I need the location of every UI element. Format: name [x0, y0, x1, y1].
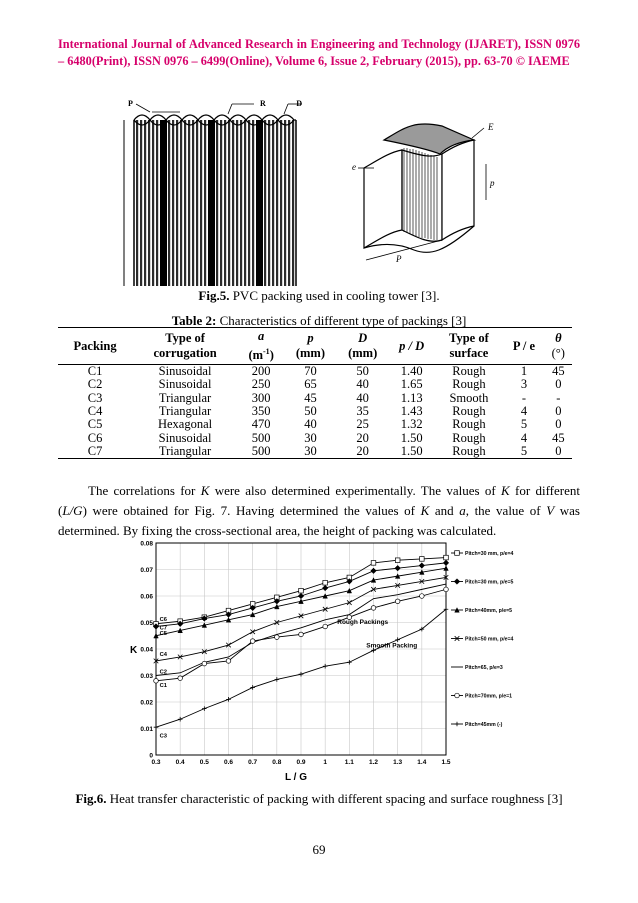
legend-marker — [454, 579, 460, 585]
legend-marker — [455, 693, 460, 698]
table-row: C3 Triangular 300 45 40 1.13 Smooth - - — [87, 390, 561, 405]
legend-entry: Pitch=30 mm, p/e=5 — [465, 579, 514, 586]
fig5-caption — [0, 288, 638, 304]
table-row: C1 Sinusoidal 200 70 50 1.40 Rough 1 45 — [87, 364, 565, 379]
table2-caption-text: Characteristics of different type of packings [3] — [216, 313, 467, 328]
data-point — [444, 555, 449, 560]
legend-entry: Pitch=50 mm, p/e=4 — [465, 636, 514, 643]
label-e-left: e — [352, 162, 356, 172]
curve-label: C3 — [159, 733, 168, 740]
data-point — [347, 660, 352, 665]
label-p: P — [128, 99, 133, 108]
data-point — [250, 639, 255, 644]
x-axis-label: L / G — [284, 772, 308, 783]
legend-entry: Pitch=70mm, p/e=1 — [465, 693, 512, 700]
data-point — [395, 558, 400, 563]
data-point — [420, 557, 425, 562]
col-d: D (mm) — [337, 328, 389, 365]
data-point — [395, 599, 400, 604]
label-p-mid: p — [490, 178, 495, 188]
data-point — [322, 585, 328, 591]
curve-label: C1 — [159, 683, 168, 690]
curve-label: C6 — [159, 617, 168, 624]
col-type-of-corrugation: Type of corrugation — [132, 328, 238, 365]
table-row: C7 Triangular 500 30 20 1.50 Rough 5 0 — [58, 445, 572, 459]
data-point — [371, 561, 376, 566]
table-row: C5 Hexagonal 470 40 25 1.32 Rough 5 0 — [87, 417, 562, 432]
data-point — [444, 587, 449, 592]
x-tick-label: 0.3 — [151, 759, 161, 766]
body-paragraph: The correlations for K were also determined experimentally. The values of K for different (L/G) were obtained for Fig. 7. Having determined the values of K and a, the value of V was determined. By fixing the cross-sectional area, the height of packing was calculated. — [58, 483, 580, 538]
col-packing: Packing — [58, 328, 132, 365]
data-point — [226, 697, 231, 702]
corrugated-sheet-drawing — [344, 110, 514, 270]
y-tick-label: 0.08 — [140, 540, 153, 548]
data-point — [420, 594, 425, 599]
chart-annotation: Rough Packings — [337, 618, 389, 626]
chart-annotation: Smooth Packing — [366, 642, 418, 650]
col-p: p (mm) — [284, 328, 336, 365]
data-point — [323, 664, 328, 669]
data-point — [202, 706, 207, 711]
legend-marker — [455, 722, 460, 727]
data-point — [202, 661, 207, 666]
data-point — [419, 563, 425, 569]
x-tick-label: 0.6 — [223, 759, 234, 766]
x-tick-label: 1.3 — [393, 759, 403, 766]
legend-entry: Pitch=40mm, p/e=5 — [465, 608, 512, 614]
table-row: C4 Triangular 350 50 35 1.43 Rough 4 0 — [87, 404, 562, 419]
x-tick-label: 0.5 — [199, 759, 209, 766]
chart-svg — [126, 537, 514, 783]
col-p-over-e: P / e — [503, 328, 544, 365]
x-tick-label: 1 — [323, 759, 327, 766]
legend-entry: Pitch=30 mm, p/e=4 — [465, 551, 514, 557]
fig6-caption — [0, 791, 638, 807]
legend-marker — [455, 551, 460, 556]
legend-entry: Pitch=65, p/e=3 — [465, 665, 503, 671]
fig5-caption-text: PVC packing used in cooling tower [3]. — [229, 288, 440, 303]
curve-label: C5 — [159, 630, 168, 637]
y-tick-label: 0.01 — [140, 726, 153, 733]
table-header-row — [58, 328, 572, 365]
label-r: R — [260, 99, 266, 108]
col-a: a $(m^{-1})$ — [238, 328, 284, 365]
data-point — [154, 679, 159, 684]
table-row: C2 Sinusoidal 250 65 40 1.65 Rough 3 0 — [87, 377, 562, 392]
table2-caption-label: Table 2: — [171, 313, 217, 328]
curve-label: C2 — [159, 669, 168, 676]
label-e-top: E — [488, 122, 494, 132]
y-tick-label: 0.07 — [140, 567, 153, 574]
fig5-caption-label: Fig.5. — [198, 288, 230, 303]
data-point — [178, 717, 183, 722]
y-tick-label: 0.02 — [140, 699, 153, 707]
journal-header: International Journal of Advanced Research in Engineering and Technology (IJARET), ISSN 0976 – 6480(Print), ISSN 0976 – 6499(Online), Volume 6, Issue 2, February (2015), pp. 63-70 © IAEME — [58, 37, 580, 68]
x-tick-label: 1.1 — [344, 759, 354, 766]
data-point — [371, 606, 376, 611]
table-row: C6 Sinusoidal 500 30 20 1.50 Rough 4 45 — [87, 430, 565, 445]
y-tick-label: 0.06 — [140, 593, 153, 601]
y-tick-label: 0.04 — [140, 646, 153, 654]
data-point — [395, 637, 400, 642]
curve-label: C4 — [159, 652, 168, 659]
data-point — [275, 677, 280, 682]
label-p-bottom: P — [396, 254, 402, 264]
data-point — [299, 632, 304, 637]
fig6-caption-text: Heat transfer characteristic of packing with different spacing and surface roughness [3] — [106, 791, 563, 806]
data-point — [443, 560, 449, 566]
data-point — [395, 565, 401, 571]
heat-transfer-chart — [126, 537, 514, 783]
x-tick-label: 0.7 — [248, 759, 258, 766]
y-tick-label: 0.05 — [140, 620, 153, 627]
y-tick-label: 0.03 — [140, 673, 153, 680]
data-point — [298, 593, 304, 599]
x-tick-label: 1.2 — [368, 759, 379, 766]
x-tick-label: 0.9 — [296, 759, 306, 766]
fig6-caption-label: Fig.6. — [75, 791, 107, 806]
y-tick-label: 0 — [149, 752, 153, 760]
x-tick-label: 0.8 — [272, 759, 282, 766]
data-point — [323, 624, 328, 629]
col-p-over-d: p / D — [389, 328, 435, 365]
pvc-packing-block-drawing — [124, 100, 302, 288]
legend-entry: Pitch=45mm (-) — [465, 722, 503, 728]
x-tick-label: 0.4 — [175, 759, 185, 766]
data-point — [299, 588, 304, 593]
data-point — [371, 568, 377, 574]
x-tick-label: 1.5 — [441, 759, 451, 766]
y-axis-label: K — [130, 645, 138, 656]
data-point — [250, 685, 255, 690]
data-point — [275, 635, 280, 640]
data-point — [178, 676, 183, 681]
data-point — [226, 659, 231, 664]
data-point — [323, 580, 328, 585]
packing-characteristics-table — [58, 327, 572, 459]
curve-label: C7 — [159, 625, 168, 632]
label-d: D — [296, 99, 302, 108]
x-tick-label: 1.4 — [417, 759, 427, 766]
page-number: 69 — [312, 842, 326, 857]
col-type-of-surface: Type of surface — [434, 328, 503, 365]
col-theta: θ (°) — [545, 328, 572, 365]
